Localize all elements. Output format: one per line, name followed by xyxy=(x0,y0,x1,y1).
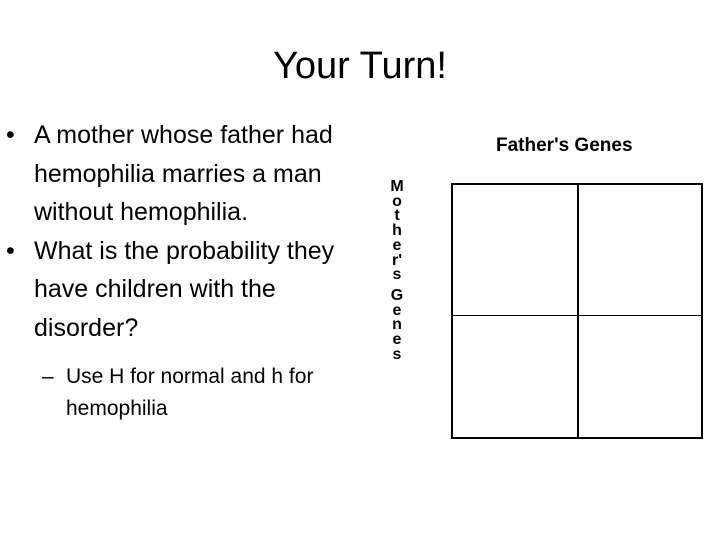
sub-bullet-text: Use H for normal and h for hemophilia xyxy=(66,365,314,420)
mothers-genes-letter: e xyxy=(392,331,402,349)
punnett-cell-top-right xyxy=(579,185,703,311)
mothers-genes-letter: o xyxy=(392,192,402,210)
punnett-cell-bottom-left xyxy=(453,316,577,442)
bullet-list xyxy=(0,116,340,425)
fathers-genes-label: Father's Genes xyxy=(496,135,633,156)
mothers-genes-letter: h xyxy=(392,222,402,240)
bullet-dot: • xyxy=(6,236,15,265)
bullet-text-mother: A mother whose father had hemophilia marries a man without hemophilia. xyxy=(34,121,333,226)
mothers-genes-letter: G xyxy=(390,286,404,304)
mothers-genes-letter: n xyxy=(392,316,402,334)
bullet-item xyxy=(0,232,340,348)
mothers-genes-letter: r' xyxy=(391,251,403,269)
punnett-square xyxy=(451,183,703,439)
punnett-cell-top-left xyxy=(453,185,577,311)
punnett-horizontal-divider xyxy=(453,315,701,316)
mothers-genes-letter: s xyxy=(392,345,402,363)
punnett-vertical-divider xyxy=(577,185,579,437)
bullet-text-probability: What is the probability they have children with the disorder? xyxy=(34,236,335,342)
mothers-genes-letter: e xyxy=(392,301,402,319)
slide-title: Your Turn! xyxy=(273,45,447,87)
punnett-cell-bottom-right xyxy=(579,316,703,442)
mothers-genes-letter: t xyxy=(394,207,400,225)
mothers-genes-label xyxy=(382,180,412,362)
sub-bullet-dash: – xyxy=(42,365,54,388)
mothers-genes-letter: s xyxy=(392,266,402,284)
mothers-genes-letter: M xyxy=(390,178,404,195)
bullet-item xyxy=(0,116,340,232)
bullet-dot: • xyxy=(6,121,15,149)
sub-bullet-item xyxy=(0,361,340,425)
mothers-genes-letter: e xyxy=(392,236,402,254)
